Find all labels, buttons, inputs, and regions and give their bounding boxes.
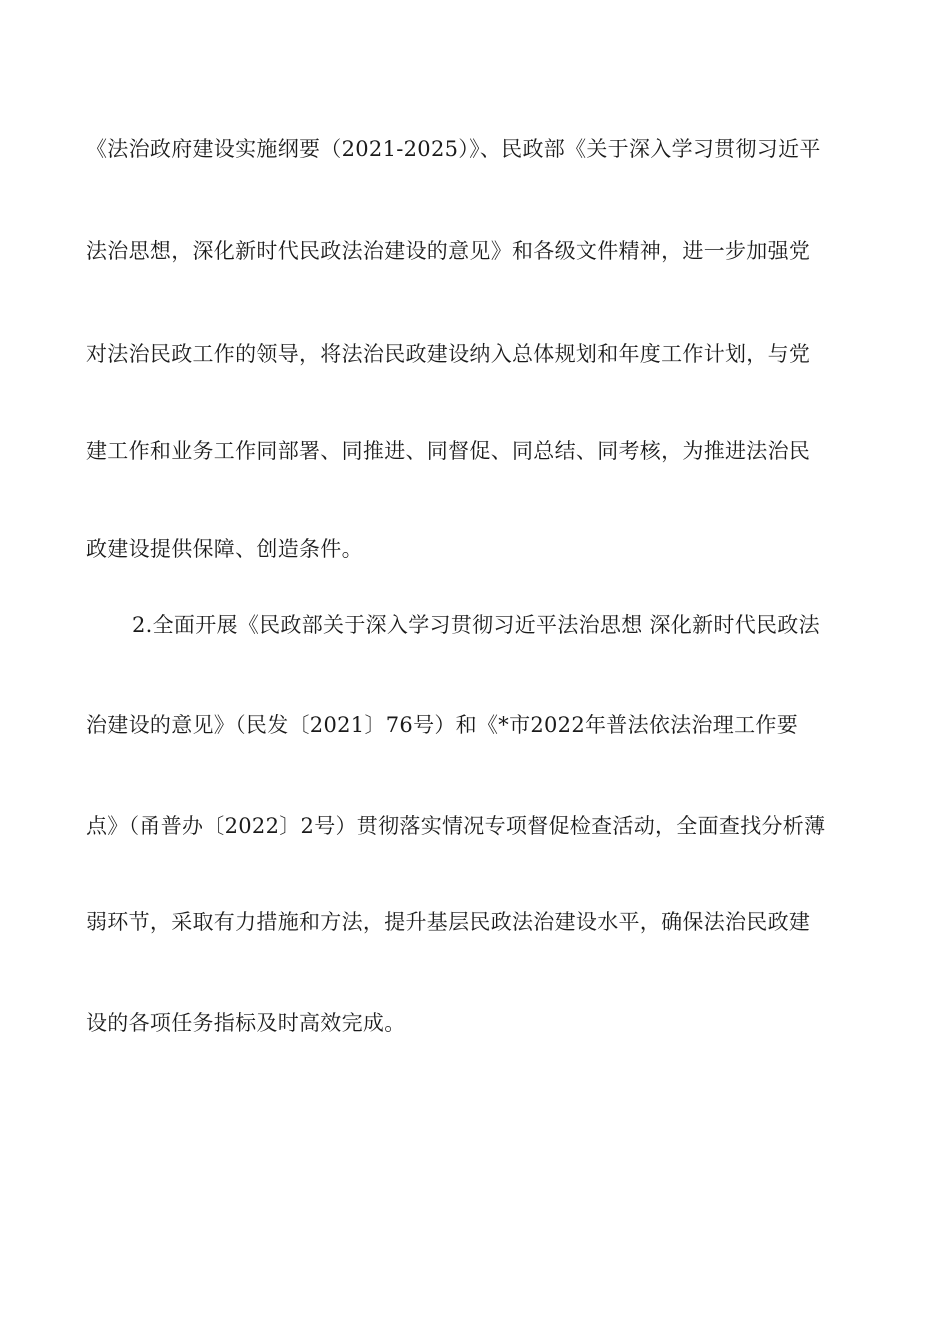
paragraph-line: 设的各项任务指标及时高效完成。 — [86, 1011, 406, 1035]
paragraph-line: 对法治民政工作的领导，将法治民政建设纳入总体规划和年度工作计划，与党 — [86, 342, 811, 366]
paragraph-line: 2.全面开展《民政部关于深入学习贯彻习近平法治思想 深化新时代民政法 — [132, 613, 820, 637]
paragraph-line: 法治思想，深化新时代民政法治建设的意见》和各级文件精神，进一步加强党 — [86, 239, 811, 263]
paragraph-line: 建工作和业务工作同部署、同推进、同督促、同总结、同考核，为推进法治民 — [86, 439, 811, 463]
paragraph-line: 《法治政府建设实施纲要（2021-2025）》、民政部《关于深入学习贯彻习近平 — [86, 137, 821, 161]
paragraph-line: 治建设的意见》（民发〔2021〕76号）和《*市2022年普法依法治理工作要 — [86, 713, 799, 737]
paragraph-line: 弱环节，采取有力措施和方法，提升基层民政法治建设水平，确保法治民政建 — [86, 910, 811, 934]
paragraph-line: 点》（甬普办〔2022〕2号）贯彻落实情况专项督促检查活动，全面查找分析薄 — [86, 814, 826, 838]
paragraph-line: 政建设提供保障、创造条件。 — [86, 537, 363, 561]
